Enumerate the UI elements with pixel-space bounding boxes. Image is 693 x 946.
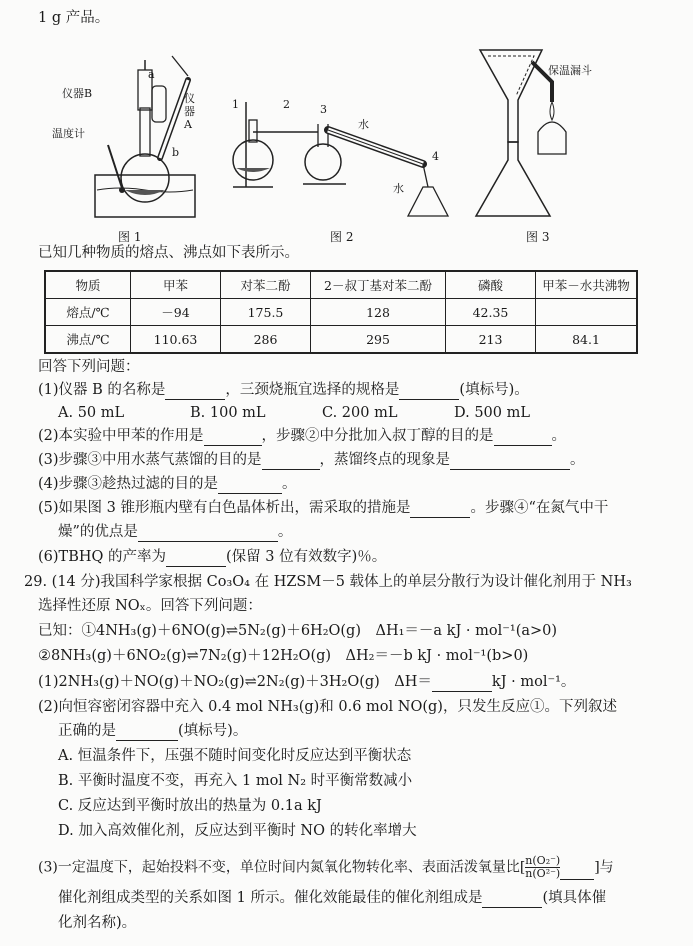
answer-blank[interactable] [482,907,542,908]
label-2: 2 [283,98,290,111]
intro-text: 1 g 产品。 [38,10,110,26]
problem-29-q3-end: 化剂名称)。 [58,915,137,931]
option-a[interactable]: A. 50 mL [58,405,125,421]
label-a: a [148,68,155,81]
problem-29-subtitle: 选择性还原 NOₓ。回答下列问题： [38,598,262,614]
label-water-in: 水 [358,118,369,131]
answer-blank[interactable] [165,399,225,400]
option-c[interactable]: C. 200 mL [322,405,398,421]
answer-blank[interactable] [204,445,262,446]
problem-29-title: 29. (14 分)我国科学家根据 Co₃O₄ 在 HZSM－5 载体上的单层分散行为设计催化剂用于 NH₃ [24,574,632,590]
label-4: 4 [432,150,439,163]
table-intro: 已知几种物质的熔点、沸点如下表所示。 [38,245,299,261]
table-header-cell: 物质 [45,271,131,299]
table-header-cell: 2－叔丁基对苯二酚 [311,271,446,299]
table-cell: 128 [311,299,446,326]
known-reaction-2: ②8NH₃(g)＋6NO₂(g)⇌7N₂(g)＋12H₂O(g) ΔH₂＝－b kJ · mol⁻¹(b>0) [38,648,529,664]
known-reaction-1: 已知：①4NH₃(g)＋6NO(g)⇌5N₂(g)＋6H₂O(g) ΔH₁＝－a kJ · mol⁻¹(a>0) [38,623,558,639]
table-cell: －94 [131,299,221,326]
problem-29-q2-cont: 正确的是 (填标号)。 [58,723,248,739]
table-cell: 286 [221,326,311,354]
table-cell: 42.35 [446,299,536,326]
answer-blank[interactable] [262,469,320,470]
answer-blank[interactable] [432,691,492,692]
label-instrument-b: 仪器B [62,87,93,100]
question-6: (6)TBHQ 的产率为 (保留 3 位有效数字)％。 [38,549,387,565]
table-cell: 175.5 [221,299,311,326]
question-5-cont: 燥”的优点是 。 [58,524,293,540]
option-c[interactable]: C. 反应达到平衡时放出的热量为 0.1a kJ [58,798,322,814]
answer-blank[interactable] [410,517,470,518]
answer-blank[interactable] [399,399,459,400]
question-5: (5)如果图 3 锥形瓶内壁有白色晶体析出，需采取的措施是 。步骤④“在氮气中干 [38,500,609,516]
table-cell: 110.63 [131,326,221,354]
table-row [45,299,637,326]
label-instrument-a: 仪器A [184,92,195,131]
label-3: 3 [320,103,327,116]
figure-1-caption: 图 1 [118,230,142,244]
answer-blank[interactable] [166,566,226,567]
label-b: b [172,146,180,159]
question-1-options [58,403,530,423]
answer-prompt: 回答下列问题： [38,359,140,375]
table-header-cell: 甲苯 [131,271,221,299]
option-b[interactable]: B. 平衡时温度不变，再充入 1 mol N₂ 时平衡常数减小 [58,773,413,789]
answer-blank[interactable] [560,879,594,880]
answer-blank[interactable] [494,445,552,446]
problem-29-q3-cont: 催化剂组成类型的关系如图 1 所示。催化效能最佳的催化剂组成是 (填具体催 [58,890,607,906]
label-water-out: 水 [393,182,404,195]
table-cell: 213 [446,326,536,354]
option-d[interactable]: D. 500 mL [454,405,530,421]
table-header-cell: 甲苯－水共沸物 [536,271,638,299]
table-cell: 沸点/℃ [45,326,131,354]
figure-3-caption: 图 3 [526,230,550,244]
question-4: (4)步骤③趁热过滤的目的是 。 [38,476,297,492]
question-3: (3)步骤③中用水蒸气蒸馏的目的是 ，蒸馏终点的现象是 。 [38,452,585,468]
label-1: 1 [232,98,239,111]
figure-2-caption: 图 2 [330,230,354,244]
table-header-cell: 对苯二酚 [221,271,311,299]
table-header-row [45,271,637,299]
figure-2-apparatus [228,92,458,222]
option-d[interactable]: D. 加入高效催化剂，反应达到平衡时 NO 的转化率增大 [58,823,417,839]
problem-29-q3: (3)一定温度下，起始投料不变，单位时间内氮氧化物转化率、表面活泼氧量比[ $\frac{\text{n(O₂⁻)}}{\text{n(O²⁻)}}$ ]与 [38,854,614,880]
answer-blank[interactable] [138,541,278,542]
label-heated-funnel: 保温漏斗 [548,64,592,77]
oxygen-ratio-fraction: $\frac{\text{n(O₂⁻)}}{\text{n(O²⁻)}}$ [525,854,561,880]
question-1: (1)仪器 B 的名称是 ，三颈烧瓶宜选择的规格是 (填标号)。 [38,382,529,398]
option-a[interactable]: A. 恒温条件下，压强不随时间变化时反应达到平衡状态 [58,748,412,764]
table-cell: 熔点/℃ [45,299,131,326]
option-b[interactable]: B. 100 mL [190,405,266,421]
problem-29-q2: (2)向恒容密闭容器中充入 0.4 mol NH₃(g)和 0.6 mol NO(g)，只发生反应①。下列叙述 [38,699,617,715]
problem-29-q1: (1)2NH₃(g)＋NO(g)＋NO₂(g)⇌2N₂(g)＋3H₂O(g) ΔH＝ kJ · mol⁻¹。 [38,674,576,690]
answer-blank[interactable] [218,493,282,494]
answer-blank[interactable] [116,740,178,741]
label-thermometer: 温度计 [52,127,85,140]
table-cell: 295 [311,326,446,354]
table-cell [536,299,638,326]
table-header-cell: 磷酸 [446,271,536,299]
question-2: (2)本实验中甲苯的作用是 ，步骤②中分批加入叔丁醇的目的是 。 [38,428,567,444]
answer-blank[interactable] [450,469,570,470]
table-row [45,326,637,354]
properties-table [44,270,638,354]
table-cell: 84.1 [536,326,638,354]
